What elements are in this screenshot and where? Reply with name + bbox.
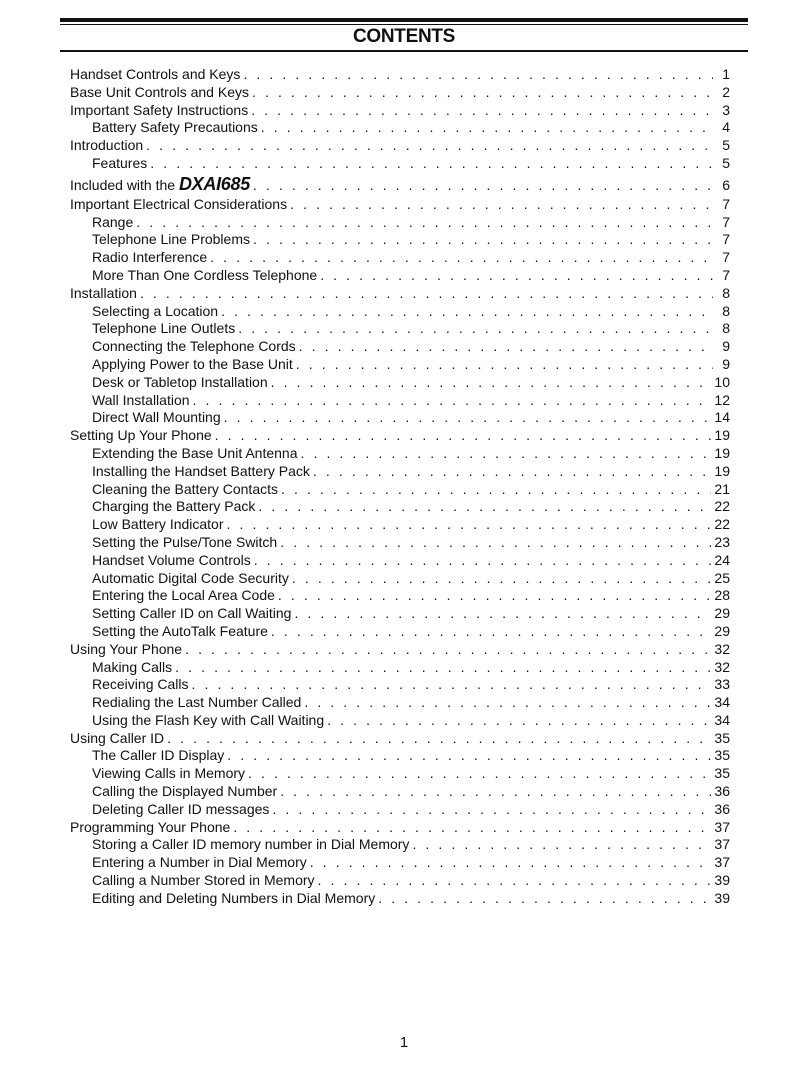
toc-entry-text: Battery Safety Precautions — [92, 119, 258, 136]
toc-entry-label — [70, 285, 137, 303]
toc-entry-page: 8 — [722, 302, 730, 319]
toc-entry-page: 25 — [714, 569, 730, 586]
toc-entry[interactable] — [70, 303, 730, 321]
toc-entry-label — [70, 84, 249, 102]
dot-leader — [253, 231, 713, 249]
toc-entry[interactable] — [70, 231, 730, 249]
toc-entry-text: Installing the Handset Battery Pack — [92, 462, 310, 479]
dot-leader — [271, 623, 712, 641]
dot-leader — [253, 174, 713, 197]
toc-entry-label — [92, 498, 255, 516]
toc-entry[interactable] — [70, 267, 730, 285]
toc-entry-text: Using the Flash Key with Call Waiting — [92, 711, 325, 728]
toc-entry-page: 24 — [714, 551, 730, 568]
toc-entry-label — [70, 102, 248, 120]
toc-entry[interactable] — [70, 481, 730, 499]
page-title: CONTENTS — [352, 26, 456, 47]
toc-entry-text: Wall Installation — [92, 391, 190, 408]
dot-leader — [233, 819, 711, 837]
toc-entry-page: 32 — [714, 658, 730, 675]
toc-entry[interactable] — [70, 445, 730, 463]
toc-entry[interactable] — [70, 249, 730, 267]
dot-leader — [280, 534, 711, 552]
toc-entry-label — [92, 801, 269, 819]
dot-leader — [150, 155, 713, 173]
toc-entry-text: Important Electrical Considerations — [70, 195, 288, 212]
dot-leader — [313, 463, 712, 481]
toc-entry-label — [92, 890, 375, 908]
toc-entry[interactable] — [70, 659, 730, 677]
dot-leader — [136, 214, 713, 232]
toc-entry-text: Cleaning the Battery Contacts — [92, 480, 278, 497]
toc-entry-label — [92, 356, 293, 374]
toc-entry-page: 10 — [714, 373, 730, 390]
toc-entry-label — [92, 155, 147, 173]
toc-entry-label — [92, 231, 250, 249]
toc-entry-text: Extending the Base Unit Antenna — [92, 444, 298, 461]
dot-leader — [378, 890, 711, 908]
dot-leader — [294, 605, 711, 623]
toc-entry-label — [92, 836, 409, 854]
toc-entry-text: Using Your Phone — [70, 640, 183, 657]
toc-entry-page: 35 — [714, 747, 730, 764]
toc-entry-label — [92, 374, 268, 392]
toc-entry-page: 36 — [714, 783, 730, 800]
toc-entry-label — [92, 320, 235, 338]
toc-entry-label — [70, 173, 250, 197]
dot-leader — [310, 854, 712, 872]
toc-entry-text: Deleting Caller ID messages — [92, 800, 270, 817]
toc-entry-page: 37 — [714, 854, 730, 871]
toc-entry-page: 2 — [722, 83, 730, 100]
dot-leader — [251, 102, 713, 120]
toc-entry-text: Handset Volume Controls — [92, 551, 251, 568]
toc-entry[interactable] — [70, 801, 730, 819]
toc-entry-page: 22 — [714, 498, 730, 515]
dot-leader — [227, 747, 711, 765]
title-underline — [60, 50, 748, 52]
toc-entry-label — [70, 196, 287, 214]
toc-entry-label — [92, 712, 324, 730]
toc-entry-text: More Than One Cordless Telephone — [92, 266, 318, 283]
toc-entry-page: 28 — [714, 587, 730, 604]
toc-entry-text: Storing a Caller ID memory number in Dial Memory — [92, 836, 410, 853]
toc-entry[interactable] — [70, 765, 730, 783]
toc-entry-text: Using Caller ID — [70, 729, 165, 746]
toc-entry-page: 35 — [714, 729, 730, 746]
dot-leader — [243, 66, 713, 84]
toc-entry-page: 3 — [722, 101, 730, 118]
dot-leader — [227, 516, 712, 534]
dot-leader — [175, 659, 711, 677]
dot-leader — [300, 445, 711, 463]
toc-entry-page: 8 — [722, 320, 730, 337]
toc-entry-text: Editing and Deleting Numbers in Dial Memory — [92, 889, 376, 906]
toc-entry-text: Entering a Number in Dial Memory — [92, 854, 307, 871]
toc-entry[interactable] — [70, 102, 730, 120]
dot-leader — [210, 249, 713, 267]
toc-entry-text: Handset Controls and Keys — [70, 66, 241, 82]
toc-entry-page: 5 — [722, 137, 730, 154]
dot-leader — [185, 641, 711, 659]
dot-leader — [252, 84, 713, 102]
toc-entry[interactable] — [70, 641, 730, 659]
toc-entry[interactable] — [70, 854, 730, 872]
toc-entry-page: 34 — [714, 694, 730, 711]
toc-entry-text: Telephone Line Outlets — [92, 320, 236, 337]
toc-entry-label — [92, 338, 296, 356]
toc-entry-page: 9 — [722, 355, 730, 372]
toc-entry[interactable] — [70, 516, 730, 534]
toc-entry-page: 6 — [722, 176, 730, 193]
toc-entry-page: 39 — [714, 889, 730, 906]
toc-entry-page: 7 — [722, 231, 730, 248]
dot-leader — [221, 303, 713, 321]
toc-entry-text: Applying Power to the Base Unit — [92, 355, 293, 372]
toc-entry-page: 21 — [714, 480, 730, 497]
dot-leader — [278, 587, 712, 605]
toc-entry-page: 29 — [714, 622, 730, 639]
toc-entry-page: 39 — [714, 872, 730, 889]
toc-entry-page: 35 — [714, 765, 730, 782]
header-rule-thin — [60, 24, 748, 25]
toc-entry[interactable] — [70, 747, 730, 765]
toc-entry-text: Connecting the Telephone Cords — [92, 338, 296, 355]
toc-entry-label — [70, 819, 230, 837]
toc-entry[interactable] — [70, 356, 730, 374]
toc-entry[interactable] — [70, 196, 730, 214]
toc-entry-text: Desk or Tabletop Installation — [92, 373, 268, 390]
toc-entry-page: 7 — [722, 213, 730, 230]
toc-entry[interactable] — [70, 694, 730, 712]
toc-entry[interactable] — [70, 570, 730, 588]
toc-entry-page: 14 — [714, 409, 730, 426]
toc-entry[interactable] — [70, 66, 730, 84]
toc-entry-page: 7 — [722, 195, 730, 212]
toc-entry-text: Redialing the Last Number Called — [92, 694, 302, 711]
toc-entry-page: 22 — [714, 516, 730, 533]
toc-entry-page: 5 — [722, 154, 730, 171]
toc-entry[interactable] — [70, 676, 730, 694]
toc-entry[interactable] — [70, 374, 730, 392]
toc-entry-text: Setting the AutoTalk Feature — [92, 622, 268, 639]
toc-entry[interactable] — [70, 498, 730, 516]
toc-entry-text: Introduction — [70, 137, 144, 154]
toc-entry-page: 19 — [714, 427, 730, 444]
toc-entry-text: Selecting a Location — [92, 302, 219, 319]
toc-entry-page: 1 — [722, 66, 730, 82]
toc-entry-text: Important Safety Instructions — [70, 101, 249, 118]
toc-entry[interactable] — [70, 605, 730, 623]
toc-entry-label — [92, 267, 317, 285]
toc-entry-text: Base Unit Controls and Keys — [70, 83, 249, 100]
toc-entry[interactable] — [70, 534, 730, 552]
toc-entry-label — [92, 872, 315, 890]
toc-entry[interactable] — [70, 890, 730, 908]
toc-entry-label — [92, 392, 190, 410]
toc-entry-label — [92, 676, 188, 694]
toc-entry-label — [70, 427, 212, 445]
toc-entry-label — [92, 854, 307, 872]
toc-entry-label — [92, 534, 277, 552]
toc-entry-page: 34 — [714, 711, 730, 728]
toc-entry-page: 33 — [714, 676, 730, 693]
toc-entry[interactable] — [70, 587, 730, 605]
toc-entry-label — [92, 694, 301, 712]
toc-entry-page: 23 — [714, 533, 730, 550]
toc-entry-label — [92, 765, 245, 783]
dot-leader — [292, 570, 712, 588]
toc-entry[interactable] — [70, 730, 730, 748]
dot-leader — [412, 836, 711, 854]
toc-entry-page: 37 — [714, 836, 730, 853]
dot-leader — [318, 872, 712, 890]
dot-leader — [281, 481, 711, 499]
toc-entry[interactable] — [70, 155, 730, 173]
toc-entry-text: Setting Up Your Phone — [70, 427, 212, 444]
toc-entry-page: 29 — [714, 605, 730, 622]
dot-leader — [304, 694, 711, 712]
dot-leader — [299, 338, 713, 356]
toc-entry-label — [70, 66, 240, 84]
toc-entry-label — [70, 137, 143, 155]
toc-entry-text: Charging the Battery Pack — [92, 498, 256, 515]
toc-entry[interactable] — [70, 819, 730, 837]
toc-entry-page: 36 — [714, 800, 730, 817]
toc-entry[interactable] — [70, 409, 730, 427]
toc-entry-page: 19 — [714, 444, 730, 461]
dot-leader — [167, 730, 711, 748]
toc-entry-label — [92, 249, 207, 267]
toc-entry-text: Range — [92, 213, 134, 230]
toc-entry[interactable] — [70, 872, 730, 890]
toc-entry-label — [92, 605, 291, 623]
toc-entry[interactable] — [70, 463, 730, 481]
toc-entry[interactable] — [70, 552, 730, 570]
toc-entry[interactable] — [70, 320, 730, 338]
dot-leader — [280, 783, 711, 801]
dot-leader — [271, 374, 712, 392]
toc-entry-text: Viewing Calls in Memory — [92, 765, 246, 782]
toc-entry-text: Automatic Digital Code Security — [92, 569, 289, 586]
toc-entry-page: 12 — [714, 391, 730, 408]
toc-entry-label — [92, 747, 224, 765]
toc-entry-label — [92, 409, 221, 427]
toc-entry-text: Receiving Calls — [92, 676, 189, 693]
toc-entry-page: 7 — [722, 266, 730, 283]
dot-leader — [258, 498, 711, 516]
toc-entry-page: 7 — [722, 249, 730, 266]
toc-entry-text: Low Battery Indicator — [92, 516, 224, 533]
dot-leader — [215, 427, 712, 445]
toc-entry-text: Features — [92, 154, 148, 171]
dot-leader — [140, 285, 713, 303]
toc-entry[interactable] — [70, 712, 730, 730]
toc-entry-text: Entering the Local Area Code — [92, 587, 275, 604]
dot-leader — [191, 676, 711, 694]
toc-entry-label — [92, 552, 251, 570]
toc-entry-page: 4 — [722, 119, 730, 136]
dot-leader — [320, 267, 713, 285]
dot-leader — [224, 409, 712, 427]
toc-entry-text: Included with the — [70, 176, 179, 193]
dot-leader — [272, 801, 711, 819]
toc-entry-text: Calling a Number Stored in Memory — [92, 872, 315, 889]
toc-entry-label — [92, 214, 133, 232]
toc-entry[interactable] — [70, 137, 730, 155]
dot-leader — [254, 552, 712, 570]
toc-entry-label — [92, 445, 297, 463]
toc-entry-page: 9 — [722, 338, 730, 355]
toc-entry[interactable] — [70, 783, 730, 801]
dot-leader — [248, 765, 711, 783]
toc-entry[interactable] — [70, 285, 730, 303]
dot-leader — [238, 320, 713, 338]
toc-entry[interactable] — [70, 427, 730, 445]
model-name: DXAI685 — [178, 173, 250, 194]
table-of-contents — [70, 66, 730, 908]
toc-entry-label — [92, 516, 224, 534]
toc-entry-text: The Caller ID Display — [92, 747, 225, 764]
toc-entry-text: Making Calls — [92, 658, 173, 675]
toc-entry-text: Setting Caller ID on Call Waiting — [92, 605, 292, 622]
toc-entry-label — [92, 303, 218, 321]
toc-entry[interactable] — [70, 392, 730, 410]
toc-entry-page: 37 — [714, 818, 730, 835]
toc-entry[interactable] — [70, 623, 730, 641]
toc-entry-page: 19 — [714, 462, 730, 479]
toc-entry-label — [92, 570, 289, 588]
toc-entry-label — [92, 119, 258, 137]
dot-leader — [296, 356, 713, 374]
toc-entry-label — [70, 730, 164, 748]
toc-entry[interactable] — [70, 338, 730, 356]
dot-leader — [327, 712, 711, 730]
dot-leader — [290, 196, 713, 214]
header-rule-thick — [60, 18, 748, 22]
toc-entry-page: 8 — [722, 284, 730, 301]
toc-entry-label — [92, 623, 268, 641]
toc-entry-page: 32 — [714, 640, 730, 657]
toc-entry-text: Direct Wall Mounting — [92, 409, 221, 426]
toc-entry-label — [92, 783, 277, 801]
dot-leader — [146, 137, 713, 155]
toc-entry[interactable] — [70, 119, 730, 137]
toc-entry[interactable] — [70, 836, 730, 854]
toc-entry-text: Setting the Pulse/Tone Switch — [92, 533, 278, 550]
toc-entry-label — [92, 659, 172, 677]
toc-entry-text: Telephone Line Problems — [92, 231, 250, 248]
page-number: 1 — [399, 1034, 409, 1051]
toc-entry-label — [70, 641, 182, 659]
toc-entry-text: Programming Your Phone — [70, 818, 231, 835]
dot-leader — [193, 392, 712, 410]
toc-entry[interactable] — [70, 214, 730, 232]
toc-entry-text: Installation — [70, 284, 137, 301]
toc-entry-label — [92, 463, 310, 481]
toc-entry[interactable] — [70, 84, 730, 102]
toc-entry-label — [92, 481, 278, 499]
toc-entry-text: Calling the Displayed Number — [92, 783, 278, 800]
toc-entry-label — [92, 587, 275, 605]
dot-leader — [261, 119, 713, 137]
toc-entry[interactable] — [70, 173, 730, 196]
toc-entry-text: Radio Interference — [92, 249, 208, 266]
